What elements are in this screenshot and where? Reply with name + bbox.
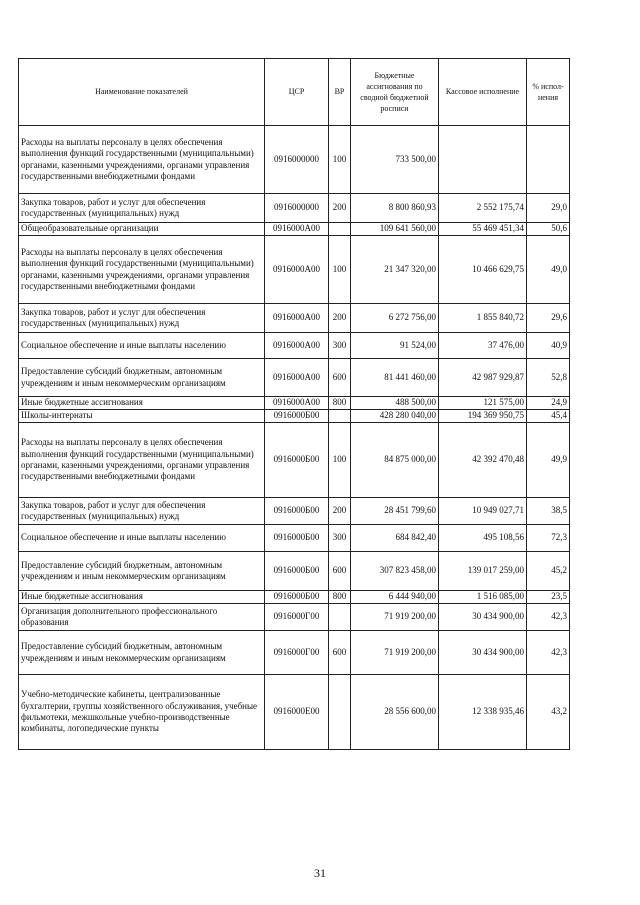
table-row [19, 236, 570, 304]
row-exec: 42 392 470,48 [439, 423, 527, 498]
row-plan: 21 347 320,00 [351, 236, 439, 304]
row-vr: 300 [329, 525, 351, 552]
row-vr: 100 [329, 423, 351, 498]
page-number: 31 [314, 866, 326, 880]
row-name: Расходы на выплаты персоналу в целях обеспечения выполнения функций государственными (муниципальными) органами, казенными учреждениями, органами управления государственными внебюджетными фондами [19, 126, 265, 194]
row-pct: 49,9 [527, 423, 570, 498]
row-plan: 307 823 458,00 [351, 552, 439, 591]
row-name: Закупка товаров, работ и услуг для обеспечения государственных (муниципальных) нужд [19, 194, 265, 223]
table-row [19, 631, 570, 675]
row-exec: 1 855 840,72 [439, 304, 527, 333]
row-vr: 300 [329, 333, 351, 359]
row-exec: 1 516 085,00 [439, 591, 527, 604]
table-row [19, 410, 570, 423]
table-row [19, 359, 570, 397]
row-vr [329, 223, 351, 236]
table-row [19, 333, 570, 359]
row-name: Школы-интернаты [19, 410, 265, 423]
row-plan: 28 556 600,00 [351, 675, 439, 750]
row-plan: 8 800 860,93 [351, 194, 439, 223]
row-vr: 800 [329, 591, 351, 604]
row-exec: 55 469 451,34 [439, 223, 527, 236]
table-row [19, 304, 570, 333]
table-row [19, 423, 570, 498]
row-vr [329, 410, 351, 423]
row-csr: 0916000Е00 [265, 675, 329, 750]
row-csr: 0916000А00 [265, 333, 329, 359]
row-plan: 428 280 040,00 [351, 410, 439, 423]
row-exec: 495 108,56 [439, 525, 527, 552]
row-plan: 684 842,40 [351, 525, 439, 552]
row-exec: 37 476,00 [439, 333, 527, 359]
row-csr: 0916000Б00 [265, 525, 329, 552]
table-row [19, 591, 570, 604]
row-name: Расходы на выплаты персоналу в целях обеспечения выполнения функций государственными (муниципальными) органами, казенными учреждениями, органами управления государственными внебюджетными фондами [19, 423, 265, 498]
table-row [19, 498, 570, 525]
table-row [19, 675, 570, 750]
row-plan: 733 500,00 [351, 126, 439, 194]
row-exec: 2 552 175,74 [439, 194, 527, 223]
row-pct [527, 126, 570, 194]
row-exec: 121 575,00 [439, 397, 527, 410]
table-row [19, 194, 570, 223]
row-csr: 0916000А00 [265, 236, 329, 304]
row-csr: 0916000А00 [265, 304, 329, 333]
row-vr: 100 [329, 126, 351, 194]
row-csr: 0916000Б00 [265, 423, 329, 498]
header-vr: ВР [329, 59, 351, 126]
row-pct: 23,5 [527, 591, 570, 604]
row-exec: 42 987 929,87 [439, 359, 527, 397]
row-exec [439, 126, 527, 194]
row-vr: 600 [329, 552, 351, 591]
row-vr: 200 [329, 304, 351, 333]
row-vr: 800 [329, 397, 351, 410]
row-pct: 40,9 [527, 333, 570, 359]
table-row [19, 552, 570, 591]
row-vr: 200 [329, 498, 351, 525]
row-name: Социальное обеспечение и иные выплаты населению [19, 333, 265, 359]
row-csr: 0916000Г00 [265, 604, 329, 631]
row-name: Расходы на выплаты персоналу в целях обеспечения выполнения функций государственными (муниципальными) органами, казенными учреждениями, органами управления государственными внебюджетными фондами [19, 236, 265, 304]
row-name: Предоставление субсидий бюджетным, автономным учреждениям и иным некоммерческим организациям [19, 359, 265, 397]
header-csr: ЦСР [265, 59, 329, 126]
row-csr: 0916000Б00 [265, 498, 329, 525]
row-name: Закупка товаров, работ и услуг для обеспечения государственных (муниципальных) нужд [19, 304, 265, 333]
row-vr: 200 [329, 194, 351, 223]
row-vr: 600 [329, 631, 351, 675]
row-exec: 10 949 027,71 [439, 498, 527, 525]
row-csr: 0916000000 [265, 126, 329, 194]
row-name: Иные бюджетные ассигнования [19, 397, 265, 410]
row-plan: 6 272 756,00 [351, 304, 439, 333]
table-row [19, 397, 570, 410]
row-pct: 45,2 [527, 552, 570, 591]
row-exec: 139 017 259,00 [439, 552, 527, 591]
table-header-row [19, 59, 570, 126]
row-plan: 84 875 000,00 [351, 423, 439, 498]
row-csr: 0916000Г00 [265, 631, 329, 675]
header-pct: % испол-нения [527, 59, 570, 126]
table-row [19, 604, 570, 631]
row-plan: 28 451 799,60 [351, 498, 439, 525]
row-pct: 24,9 [527, 397, 570, 410]
table-row [19, 223, 570, 236]
budget-execution-table [18, 58, 570, 750]
row-plan: 488 500,00 [351, 397, 439, 410]
row-csr: 0916000Б00 [265, 552, 329, 591]
row-plan: 71 919 200,00 [351, 604, 439, 631]
row-plan: 6 444 940,00 [351, 591, 439, 604]
row-name: Предоставление субсидий бюджетным, автономным учреждениям и иным некоммерческим организациям [19, 631, 265, 675]
row-pct: 42,3 [527, 631, 570, 675]
row-csr: 0916000А00 [265, 397, 329, 410]
row-plan: 91 524,00 [351, 333, 439, 359]
row-pct: 43,2 [527, 675, 570, 750]
row-pct: 29,0 [527, 194, 570, 223]
row-pct: 38,5 [527, 498, 570, 525]
row-vr [329, 604, 351, 631]
row-exec: 194 369 950,75 [439, 410, 527, 423]
row-plan: 109 641 560,00 [351, 223, 439, 236]
header-plan: Бюджетные ассигнования по сводной бюджетной росписи [351, 59, 439, 126]
row-exec: 30 434 900,00 [439, 631, 527, 675]
row-name: Закупка товаров, работ и услуг для обеспечения государственных (муниципальных) нужд [19, 498, 265, 525]
row-csr: 0916000Б00 [265, 410, 329, 423]
row-csr: 0916000Б00 [265, 591, 329, 604]
row-csr: 0916000000 [265, 194, 329, 223]
row-exec: 10 466 629,75 [439, 236, 527, 304]
row-pct: 72,3 [527, 525, 570, 552]
row-vr: 600 [329, 359, 351, 397]
row-exec: 12 338 935,46 [439, 675, 527, 750]
row-pct: 45,4 [527, 410, 570, 423]
row-name: Иные бюджетные ассигнования [19, 591, 265, 604]
table-row [19, 126, 570, 194]
table-row [19, 525, 570, 552]
row-name: Социальное обеспечение и иные выплаты населению [19, 525, 265, 552]
row-name: Общеобразовательные организации [19, 223, 265, 236]
row-pct: 42,3 [527, 604, 570, 631]
row-plan: 81 441 460,00 [351, 359, 439, 397]
row-name: Организация дополнительного профессионального образования [19, 604, 265, 631]
row-pct: 50,6 [527, 223, 570, 236]
row-exec: 30 434 900,00 [439, 604, 527, 631]
header-name: Наименование показателей [19, 59, 265, 126]
header-exec: Кассовое исполнение [439, 59, 527, 126]
row-vr [329, 675, 351, 750]
row-pct: 49,0 [527, 236, 570, 304]
row-csr: 0916000А00 [265, 223, 329, 236]
row-csr: 0916000А00 [265, 359, 329, 397]
row-pct: 29,6 [527, 304, 570, 333]
row-plan: 71 919 200,00 [351, 631, 439, 675]
row-name: Предоставление субсидий бюджетным, автономным учреждениям и иным некоммерческим организациям [19, 552, 265, 591]
row-name: Учебно-методические кабинеты, централизованные бухгалтерии, группы хозяйственного обслуживания, учебные фильмотеки, межшкольные учебно-производственные комбинаты, логопедические пункты [19, 675, 265, 750]
row-pct: 52,8 [527, 359, 570, 397]
row-vr: 100 [329, 236, 351, 304]
